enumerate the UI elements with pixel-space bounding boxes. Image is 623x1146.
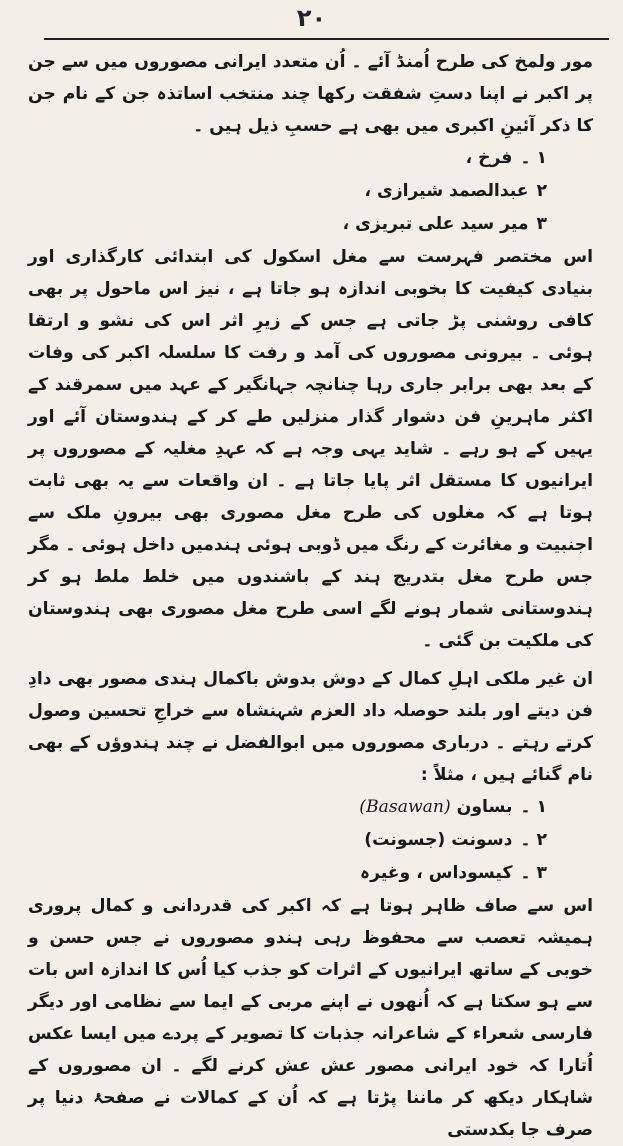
paragraph-mughal-school: اس مختصر فہرست سے مغل اسکول کی ابتدائی کارگذاری اور بنیادی کیفیت کا بخوبی اندازہ ہو جاتا ہے ، نیز اس ماحول پر بھی کافی روشنی پڑ جاتی ہے جس کے زیرِ اثر اس کی نشو و ارتقا ہوئی ۔ بیرونی مصوروں کی آمد و رفت کا سلسلہ اکبر کی وفات کے بعد بھی برابر جاری رہا چنانچہ جہانگیر کے عہد میں سمرقند کے اکثر ماہرینِ فن دشوار گذار منزلیں طے کر کے ہندوستان آئے اور یہیں کے ہو رہے ۔ شاید یہی وجہ ہے کہ عہدِ مغلیہ کے مصوروں پر ایرانیوں کا مستقل اثر پایا جاتا ہے ۔ ان واقعات سے یہ بھی ثابت ہوتا ہے کہ مغلوں کی طرح مغل مصوری بھی بیرونِ ملک سے اجنبیت و مغائرت کے رنگ میں ڈوبی ہوئی ہندمیں داخل ہوئی ۔ مگر جس طرح مغل بتدریج ہند کے باشندوں میں خلط ملط ہو کر ہندوستانی شمار ہونے لگے اسی طرح مغل مصوری بھی ہندوستان کی ملکیت بن گئی ۔ — [28, 247, 593, 651]
body-text — [28, 46, 593, 1146]
list-item: ۳میر سید علی تبریزی ، — [342, 214, 547, 234]
page-number: ۲۰ — [296, 4, 327, 32]
paragraph-hindu-painters: ان غیر ملکی اہلِ کمال کے دوش بدوش باکمال ہندی مصور بھی دادِ فن دیتے اور بلند حوصلہ داد العزم شہنشاہ سے خراجِ تحسین وصول کرتے رہتے ۔ درباری مصوروں میں ابوالفضل نے چند ہندوؤں کے بھی نام گنائے ہیں ، مثلاً : — [28, 669, 593, 785]
paragraph-akbar-patronage: اس سے صاف ظاہر ہوتا ہے کہ اکبر کی قدردانی و کمال پروری ہمیشہ تعصب سے محفوظ رہی ہندو مصوروں نے جس حسن و خوبی کے ساتھ ایرانیوں کے اثرات کو جذب کیا اُس کا اندازہ اس بات سے ہو سکتا ہے کہ اُنھوں نے اپنے مربی کے ایما سے نظامی اور دیگر فارسی شعراء کے شاعرانہ جذبات کا تصویر کے پردے میں ایسا عکس اُتارا کہ خود ایرانی مصور عش عش کرنے لگے ۔ ان مصوروں کے شاہکار دیکھ کر ماننا پڑتا ہے کہ اُن کے کمالات نے صفحۂ دنیا پر صرف جا بکدستی — [28, 896, 593, 1140]
list-item: ۱ ۔بساون (Basawan) — [359, 797, 547, 817]
list-item: ۲ ۔دسونت (جسونت) — [364, 830, 547, 850]
list-hindu-painters — [28, 791, 593, 890]
header-rule — [44, 38, 609, 40]
list-item: ۲عبدالصمد شیرازی ، — [364, 181, 547, 201]
latin-name: (Basawan) — [359, 797, 451, 817]
list-iranian-masters — [28, 142, 593, 241]
list-item: ۱ ۔فرخ ، — [465, 148, 547, 168]
paragraph-intro: مور ولمخ کی طرح اُمنڈ آئے ۔ اُن متعدد ایرانی مصوروں میں سے جن پر اکبر نے اپنا دستِ شفقت رکھا چند منتخب اساتذہ جن کے نام جن کا ذکر آئینِ اکبری میں بھی ہے حسبِ ذیل ہیں ۔ — [28, 52, 593, 136]
list-item: ۳ ۔کیسوداس ، وغیرہ — [360, 863, 547, 883]
